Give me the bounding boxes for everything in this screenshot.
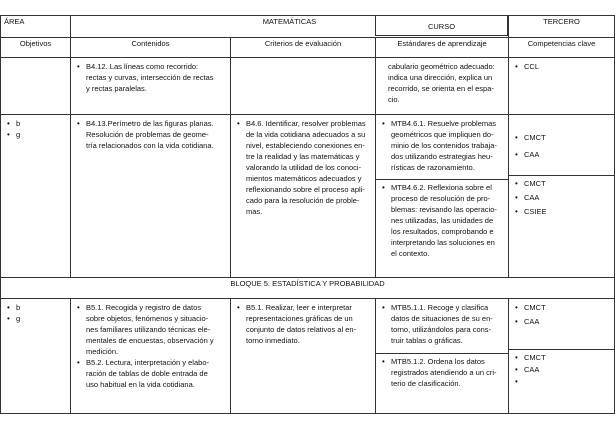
criterios-cell <box>231 115 376 278</box>
content-item: • B4.13.Perímetro de las figuras planas. Resolución de problemas de geome- tría relacionados con la vida cotidiana. <box>86 119 214 150</box>
competencias-cell <box>509 115 615 278</box>
column-header-row <box>1 38 615 58</box>
standard-item: • MTB4.6.1. Resuelve problemas geométricos que impliquen do- minio de los contenidos trabaja- dos utilizando estrategias heu- rísticas de razonamiento. <box>391 119 497 172</box>
content-item: • B5.2. Lectura, interpretación y elabo- ración de tablas de doble entrada de uso habitual en la vida cotidiana. <box>86 358 209 389</box>
area-header: ÁREA <box>1 16 71 38</box>
criterion-item: • B4.6. Identificar, resolver problemas de la vida cotidiana adecuados a su nivel, estableciendo conexiones en- tre la realidad y las matemáticas y valorando la utilidad de los conoci- mientos matemáticos adecuados y reflexionando sobre el proceso apli- cado para la resolución de proble- mas. <box>246 119 366 216</box>
competence-item: • CAA <box>512 316 611 327</box>
subject-header: MATEMÁTICAS <box>71 16 509 38</box>
contenidos-cell <box>71 58 231 115</box>
criterios-header: Criterios de evaluación <box>231 38 376 58</box>
competence-item: • CSIEE <box>512 206 611 217</box>
content-item: • B5.1. Recogida y registro de datos sobre objetos, fenómenos y situacio- nes familiares utilizando técnicas ele- mentales de encuestas, observación y medición. <box>86 303 214 356</box>
criterios-cell <box>231 299 376 414</box>
objective-item: • g <box>4 129 67 140</box>
course-label: CURSO <box>375 15 508 36</box>
competencias-cell <box>509 58 615 115</box>
content-item: • B4.12. Las líneas como recorrido: rectas y curvas, intersección de rectas y rectas paralelas. <box>86 62 214 93</box>
criterion-item: • B5.1. Realizar, leer e interpretar representaciones gráficas de un conjunto de datos relativos al en- torno inmediato. <box>246 303 357 345</box>
criterios-cell <box>231 58 376 115</box>
objetivos-header: Objetivos <box>1 38 71 58</box>
competence-item <box>512 376 611 387</box>
contenidos-cell <box>71 299 231 414</box>
table-row <box>1 115 615 278</box>
estandares-header: Estándares de aprendizaje <box>376 38 509 58</box>
course-value-header: TERCERO <box>509 16 615 38</box>
objetivos-cell <box>1 299 71 414</box>
competencias-header: Competencias clave <box>509 38 615 58</box>
competence-item: • CCL <box>512 61 611 72</box>
objetivos-cell <box>1 58 71 115</box>
competence-item: • CMCT <box>512 132 611 143</box>
block-heading-row <box>1 278 615 299</box>
objective-item: • b <box>4 302 67 313</box>
competence-item: • CAA <box>512 149 611 160</box>
curriculum-table <box>0 15 615 414</box>
table-row <box>1 58 615 115</box>
objetivos-cell <box>1 115 71 278</box>
competencias-cell <box>509 299 615 414</box>
standard-item: • MTB5.1.1. Recoge y clasifica datos de situaciones de su en- torno, utilizándolos para cons- truir tablas o gráficas. <box>391 303 493 345</box>
header-row <box>1 16 615 38</box>
standard-item: • MTB4.6.2. Reflexiona sobre el proceso de resolución de pro- blemas: revisando las operacio- nes utilizadas, las unidades de los resultados, comprobando e interpretando las soluciones en el contexto. <box>391 183 497 258</box>
estandares-cell <box>376 299 509 414</box>
competence-item: • CAA <box>512 364 611 375</box>
block-heading: BLOQUE 5. ESTADÍSTICA Y PROBABILIDAD <box>1 278 615 299</box>
objective-item: • g <box>4 313 67 324</box>
estandares-cell <box>376 115 509 278</box>
competence-item: • CMCT <box>512 178 611 189</box>
objective-item: • b <box>4 118 67 129</box>
standard-item: • MTB5.1.2. Ordena los datos registrados atendiendo a un cri- terio de clasificación. <box>391 357 497 388</box>
table-row <box>1 299 615 414</box>
contenidos-cell <box>71 115 231 278</box>
competence-item: • CAA <box>512 192 611 203</box>
competence-item: • CMCT <box>512 302 611 313</box>
standard-text: cabulario geométrico adecuado: indica una dirección, explica un recorrido, se orienta en el espa- cio. <box>388 62 495 104</box>
competence-item: • CMCT <box>512 352 611 363</box>
contenidos-header: Contenidos <box>71 38 231 58</box>
estandares-cell <box>376 58 509 115</box>
